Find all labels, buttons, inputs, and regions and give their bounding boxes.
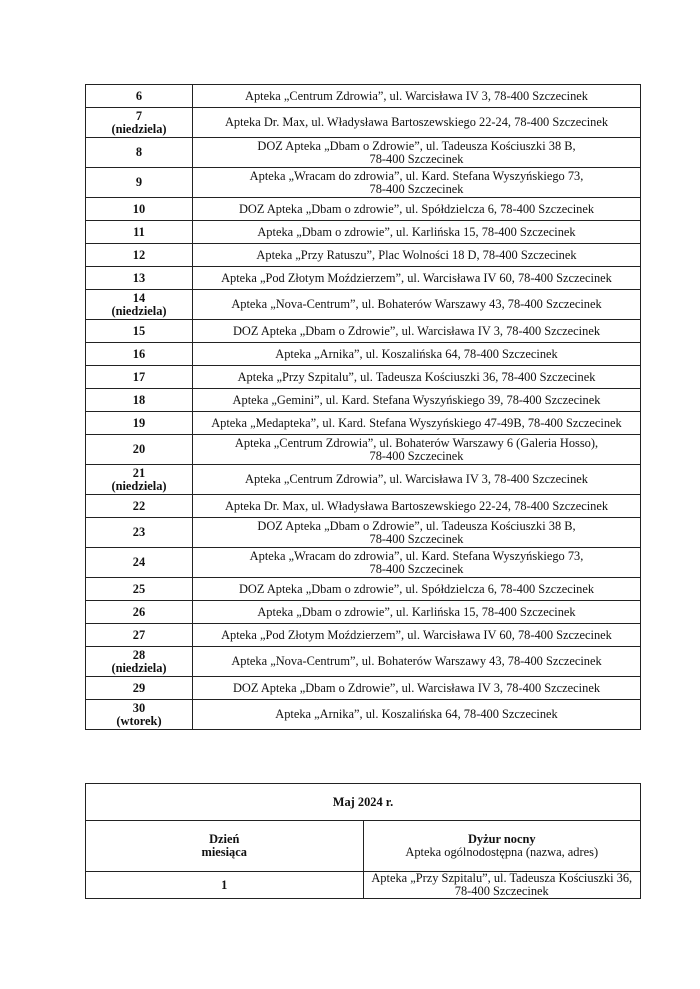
may-header-row [86, 821, 641, 872]
pharmacy-line: Apteka „Medapteka”, ul. Kard. Stefana Wyszyńskiego 47-49B, 78-400 Szczecinek [211, 415, 622, 430]
day-number: 25 [132, 581, 146, 596]
day-cell [86, 108, 193, 138]
pharmacy-line: Apteka „Przy Szpitalu”, ul. Tadeusza Kościuszki 36, 78-400 Szczecinek [237, 369, 596, 384]
day-number: 6 [135, 88, 143, 103]
pharmacy-line: DOZ Apteka „Dbam o Zdrowie”, ul. Warcisława IV 3, 78-400 Szczecinek [232, 323, 601, 338]
table-row [86, 389, 641, 412]
day-number: 20 [132, 442, 146, 456]
day-cell [86, 85, 193, 108]
pharmacy-cell [193, 244, 641, 267]
pharmacy-cell [193, 465, 641, 495]
table-row [86, 548, 641, 578]
pharmacy-line: Apteka „Dbam o zdrowie”, ul. Karlińska 15, 78-400 Szczecinek [257, 604, 576, 619]
day-number: 10 [132, 201, 146, 216]
day-cell [86, 435, 193, 465]
day-number: 15 [132, 323, 146, 338]
pharmacy-cell [193, 548, 641, 578]
pharmacy-line: Apteka „Wracam do zdrowia”, ul. Kard. Stefana Wyszyńskiego 73, [249, 168, 584, 183]
pharmacy-cell [193, 138, 641, 168]
day-number: 12 [132, 247, 146, 262]
table-row [86, 647, 641, 677]
day-cell [86, 578, 193, 601]
day-number: 8 [135, 145, 143, 159]
day-number: 16 [132, 346, 146, 361]
table-row [86, 624, 641, 647]
day-cell [86, 647, 193, 677]
day-number: 28 [132, 647, 146, 662]
day-cell [86, 366, 193, 389]
day-cell [86, 267, 193, 290]
day-cell [86, 518, 193, 548]
pharmacy-line: Apteka „Przy Ratuszu”, Plac Wolności 18 D, 78-400 Szczecinek [256, 247, 577, 262]
pharmacy-line: 78-400 Szczecinek [369, 448, 464, 463]
day-note: (niedziela) [111, 660, 167, 675]
header-day-cell [86, 821, 364, 872]
pharmacy-line: Apteka „Pod Złotym Moździerzem”, ul. Warcisława IV 60, 78-400 Szczecinek [221, 627, 612, 642]
may-duty-table [85, 783, 641, 899]
table-row [86, 85, 641, 108]
pharmacy-line: Apteka „Nova-Centrum”, ul. Bohaterów Warszawy 43, 78-400 Szczecinek [231, 654, 602, 668]
pharmacy-line: Apteka „Przy Szpitalu”, ul. Tadeusza Kościuszki 36, 78-400 Szczecinek [371, 871, 633, 898]
day-cell [86, 221, 193, 244]
day-number: 13 [132, 270, 146, 285]
day-number: 30 [132, 700, 146, 715]
day-number: 18 [132, 392, 146, 407]
pharmacy-cell [193, 495, 641, 518]
pharmacy-line: 78-400 Szczecinek [369, 561, 464, 576]
header-desc-normal: Apteka ogólnodostępna (nazwa, adres) [405, 845, 599, 859]
pharmacy-cell [193, 85, 641, 108]
pharmacy-cell [193, 412, 641, 435]
table-row [86, 495, 641, 518]
pharmacy-line: Apteka „Centrum Zdrowia”, ul. Bohaterów Warszawy 6 (Galeria Hosso), [234, 435, 599, 450]
table-row [86, 221, 641, 244]
day-cell [86, 548, 193, 578]
day-cell [86, 601, 193, 624]
pharmacy-cell [193, 168, 641, 198]
pharmacy-line: DOZ Apteka „Dbam o Zdrowie”, ul. Tadeusza Kościuszki 38 B, [257, 138, 576, 153]
pharmacy-cell [193, 198, 641, 221]
day-number: 22 [132, 498, 146, 513]
table-row [86, 244, 641, 267]
pharmacy-cell [193, 677, 641, 700]
day-cell [86, 412, 193, 435]
day-number: 14 [132, 290, 146, 305]
table-row [86, 578, 641, 601]
pharmacy-line: Apteka „Dbam o zdrowie”, ul. Karlińska 15, 78-400 Szczecinek [257, 224, 576, 239]
pharmacy-line: Apteka „Gemini”, ul. Kard. Stefana Wyszyńskiego 39, 78-400 Szczecinek [232, 392, 601, 407]
day-number: 19 [132, 415, 146, 430]
pharmacy-cell [193, 518, 641, 548]
pharmacy-line: Apteka „Pod Złotym Moździerzem”, ul. Warcisława IV 60, 78-400 Szczecinek [221, 270, 612, 285]
day-number: 29 [132, 680, 146, 695]
pharmacy-cell [193, 320, 641, 343]
pharmacy-line: DOZ Apteka „Dbam o zdrowie”, ul. Spółdzielcza 6, 78-400 Szczecinek [238, 581, 595, 596]
pharmacy-cell [193, 343, 641, 366]
pharmacy-line: 78-400 Szczecinek [369, 151, 464, 166]
pharmacy-cell [193, 700, 641, 730]
pharmacy-cell [193, 290, 641, 320]
table-row [86, 290, 641, 320]
table-row [86, 168, 641, 198]
pharmacy-line: Apteka „Centrum Zdrowia”, ul. Warcisława IV 3, 78-400 Szczecinek [245, 472, 588, 486]
day-cell [86, 495, 193, 518]
day-note: (niedziela) [111, 303, 167, 318]
day-number: 27 [132, 627, 146, 642]
pharmacy-line: DOZ Apteka „Dbam o Zdrowie”, ul. Warcisława IV 3, 78-400 Szczecinek [232, 680, 601, 695]
table-row [86, 366, 641, 389]
day-cell [86, 198, 193, 221]
day-number: 23 [132, 525, 146, 539]
table-row [86, 601, 641, 624]
day-number: 21 [132, 465, 146, 480]
header-day-line1: Dzień [209, 832, 240, 846]
pharmacy-cell [193, 389, 641, 412]
table-row [86, 198, 641, 221]
pharmacy-line: Apteka Dr. Max, ul. Władysława Bartoszewskiego 22-24, 78-400 Szczecinek [224, 115, 609, 129]
table-row [86, 108, 641, 138]
day-cell [86, 389, 193, 412]
pharmacy-cell [193, 647, 641, 677]
header-day-line2: miesiąca [201, 845, 247, 859]
table-row [86, 465, 641, 495]
may-table-body [86, 784, 641, 899]
table-row [86, 872, 641, 899]
day-cell [86, 465, 193, 495]
pharmacy-line: 78-400 Szczecinek [369, 181, 464, 196]
table-row [86, 412, 641, 435]
pharmacy-cell [193, 601, 641, 624]
day-cell [86, 138, 193, 168]
header-desc-bold: Dyżur nocny [467, 832, 536, 846]
pharmacy-cell [363, 872, 641, 899]
header-desc-cell [363, 821, 641, 872]
pharmacy-line: Apteka „Arnika”, ul. Koszalińska 64, 78-400 Szczecinek [275, 346, 558, 361]
day-number: 11 [133, 224, 145, 239]
pharmacy-line: Apteka „Wracam do zdrowia”, ul. Kard. Stefana Wyszyńskiego 73, [249, 548, 584, 563]
day-cell [86, 290, 193, 320]
pharmacy-line: Apteka Dr. Max, ul. Władysława Bartoszewskiego 22-24, 78-400 Szczecinek [224, 498, 609, 513]
day-note: (wtorek) [116, 713, 162, 728]
table-row [86, 343, 641, 366]
pharmacy-cell [193, 267, 641, 290]
pharmacy-cell [193, 435, 641, 465]
pharmacy-cell [193, 366, 641, 389]
day-cell [86, 677, 193, 700]
day-cell [86, 343, 193, 366]
table-row [86, 267, 641, 290]
pharmacy-line: Apteka „Nova-Centrum”, ul. Bohaterów Warszawy 43, 78-400 Szczecinek [231, 297, 602, 311]
day-number: 26 [132, 604, 146, 619]
pharmacy-line: DOZ Apteka „Dbam o zdrowie”, ul. Spółdzielcza 6, 78-400 Szczecinek [238, 201, 595, 216]
day-cell [86, 244, 193, 267]
pharmacy-cell [193, 624, 641, 647]
day-number: 7 [135, 108, 143, 123]
may-title: Maj 2024 r. [86, 784, 641, 821]
day-cell [86, 320, 193, 343]
april-table-body [86, 85, 641, 730]
table-row [86, 435, 641, 465]
pharmacy-line: Apteka „Arnika”, ul. Koszalińska 64, 78-400 Szczecinek [275, 707, 558, 721]
april-duty-table [85, 84, 641, 730]
day-note: (niedziela) [111, 478, 167, 493]
day-cell [86, 872, 364, 899]
day-number: 17 [132, 369, 146, 384]
table-row [86, 700, 641, 730]
day-number: 24 [132, 555, 146, 569]
day-note: (niedziela) [111, 121, 167, 136]
pharmacy-line: 78-400 Szczecinek [369, 531, 464, 546]
day-number: 9 [135, 175, 143, 189]
day-cell [86, 168, 193, 198]
table-row [86, 138, 641, 168]
may-title-row [86, 784, 641, 821]
pharmacy-cell [193, 221, 641, 244]
table-row [86, 518, 641, 548]
table-row [86, 320, 641, 343]
day-cell [86, 624, 193, 647]
pharmacy-line: Apteka „Centrum Zdrowia”, ul. Warcisława IV 3, 78-400 Szczecinek [245, 88, 588, 103]
pharmacy-cell [193, 578, 641, 601]
pharmacy-cell [193, 108, 641, 138]
table-row [86, 677, 641, 700]
day-cell [86, 700, 193, 730]
day-number: 1 [221, 877, 228, 892]
pharmacy-line: DOZ Apteka „Dbam o Zdrowie”, ul. Tadeusza Kościuszki 38 B, [257, 518, 576, 533]
